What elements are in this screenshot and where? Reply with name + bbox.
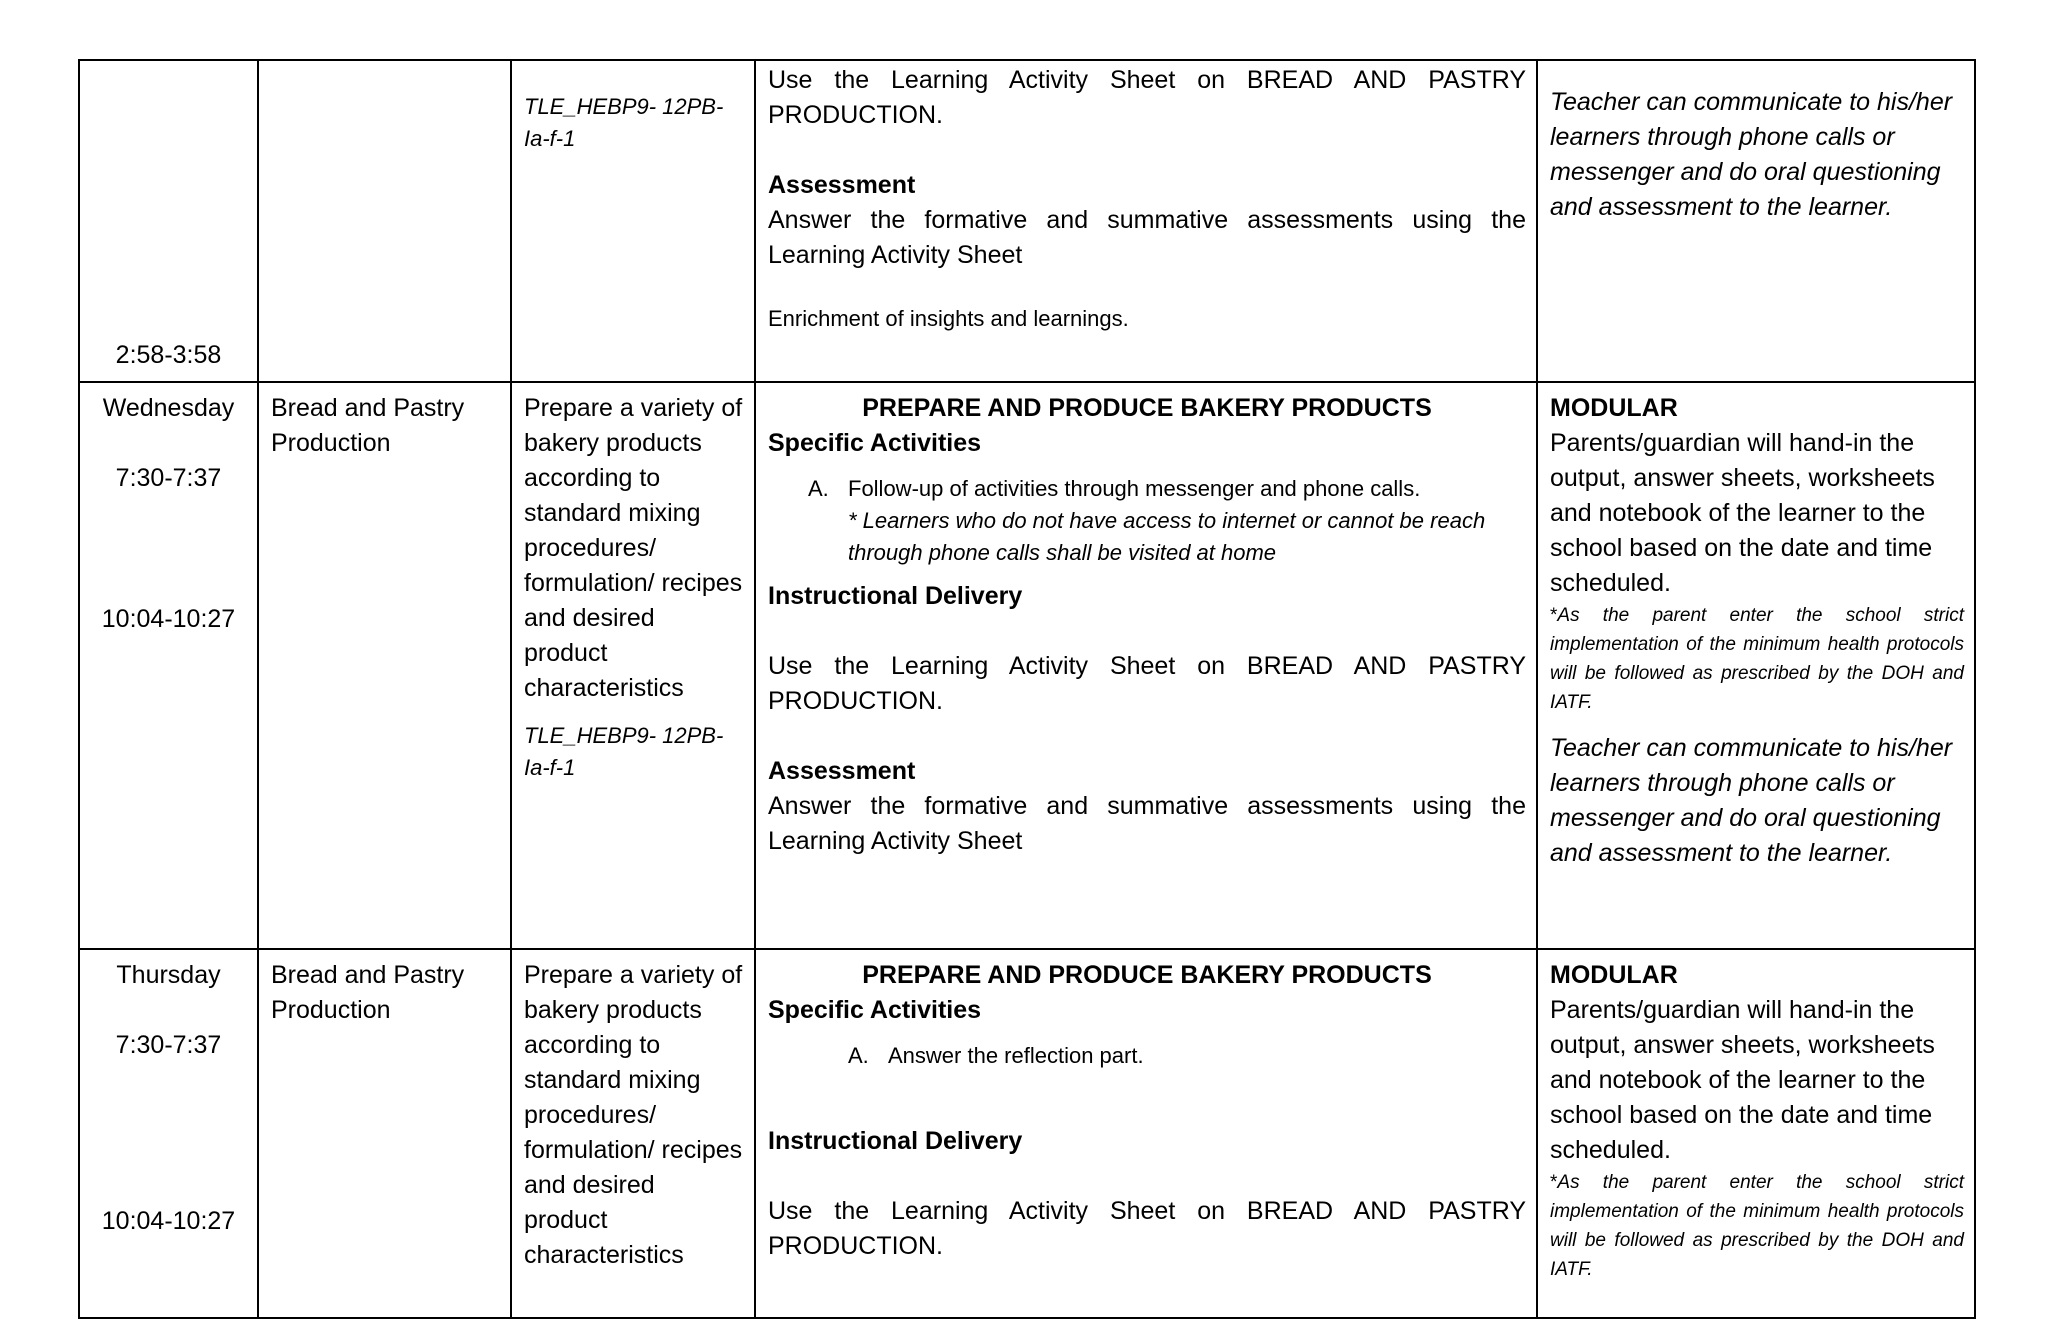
delivery-text: Use the Learning Activity Sheet on BREAD AND PASTRY PRODUCTION. bbox=[768, 652, 1526, 715]
assessment-text: Answer the formative and summative assessments using the Learning Activity Sheet bbox=[768, 792, 1526, 855]
list-item bbox=[808, 473, 1526, 505]
time-slot: 2:58-3:58 bbox=[115, 341, 222, 369]
day-label: Thursday bbox=[116, 961, 221, 989]
competency-code: TLE_HEBP9- 12PB-Ia-f-1 bbox=[524, 94, 724, 151]
day-time-cell bbox=[79, 949, 258, 1318]
note-star: * bbox=[1550, 605, 1558, 626]
task-cell bbox=[755, 949, 1537, 1318]
specific-activities-heading: Specific Activities bbox=[768, 996, 982, 1024]
table-row bbox=[79, 60, 1975, 382]
delivery-text: Use the Learning Activity Sheet on BREAD AND PASTRY PRODUCTION. bbox=[768, 1197, 1526, 1260]
time-slot: 10:04-10:27 bbox=[101, 1207, 236, 1235]
day-time-cell bbox=[79, 382, 258, 949]
list-label: A. bbox=[808, 476, 829, 501]
time-slot: 10:04-10:27 bbox=[101, 605, 236, 633]
mode-title: MODULAR bbox=[1550, 961, 1678, 989]
mode-note: As the parent enter the school strict implementation of the minimum health protocols will be followed as prescribed by the DOH and IATF. bbox=[1550, 1172, 1964, 1280]
instructional-delivery-heading: Instructional Delivery bbox=[768, 582, 1023, 610]
weekly-plan-table bbox=[78, 59, 1976, 1319]
table-row bbox=[79, 949, 1975, 1318]
list-item bbox=[848, 1040, 1526, 1072]
mode-text: Parents/guardian will hand-in the output, answer sheets, worksheets and notebook of the learner to the school based on the date and time scheduled. bbox=[1550, 996, 1935, 1164]
task-title: PREPARE AND PRODUCE BAKERY PRODUCTS bbox=[862, 394, 1432, 422]
day-time-cell bbox=[79, 60, 258, 382]
competency-text: Prepare a variety of bakery products according to standard mixing procedures/ formulation/ recipes and desired product characteristics bbox=[524, 394, 743, 702]
competency-cell bbox=[511, 382, 755, 949]
task-cell bbox=[755, 60, 1537, 382]
competency-cell bbox=[511, 949, 755, 1318]
task-title: PREPARE AND PRODUCE BAKERY PRODUCTS bbox=[862, 961, 1432, 989]
task-cell bbox=[755, 382, 1537, 949]
learning-area-cell bbox=[258, 382, 511, 949]
learning-area-cell bbox=[258, 60, 511, 382]
competency-code: TLE_HEBP9- 12PB-Ia-f-1 bbox=[524, 723, 724, 780]
mode-text: Parents/guardian will hand-in the output, answer sheets, worksheets and notebook of the learner to the school based on the date and time scheduled. bbox=[1550, 429, 1935, 597]
day-label: Wednesday bbox=[102, 394, 235, 422]
competency-text: Prepare a variety of bakery products according to standard mixing procedures/ formulation/ recipes and desired product characteristics bbox=[524, 961, 743, 1269]
mode-note-block bbox=[1550, 1168, 1964, 1284]
assessment-heading: Assessment bbox=[768, 171, 916, 199]
lesson-plan-sheet bbox=[78, 59, 1974, 1317]
list-label: A. bbox=[848, 1043, 869, 1068]
table-row bbox=[79, 382, 1975, 949]
activity-text: Follow-up of activities through messenger and phone calls. bbox=[848, 476, 1421, 501]
mode-cell bbox=[1537, 60, 1975, 382]
assessment-heading: Assessment bbox=[768, 757, 916, 785]
learning-area-cell bbox=[258, 949, 511, 1318]
mode-cell bbox=[1537, 382, 1975, 949]
time-slot: 7:30-7:37 bbox=[115, 1031, 222, 1059]
competency-cell bbox=[511, 60, 755, 382]
mode-note-block bbox=[1550, 601, 1964, 717]
enrichment-text: Enrichment of insights and learnings. bbox=[768, 306, 1129, 331]
learning-area: Bread and Pastry Production bbox=[271, 961, 465, 1024]
specific-activities-heading: Specific Activities bbox=[768, 429, 982, 457]
instructional-delivery-heading: Instructional Delivery bbox=[768, 1127, 1023, 1155]
mode-title: MODULAR bbox=[1550, 394, 1678, 422]
activity-note: * Learners who do not have access to internet or cannot be reach through phone calls shall be visited at home bbox=[848, 508, 1486, 565]
mode-note: As the parent enter the school strict implementation of the minimum health protocols will be followed as prescribed by the DOH and IATF. bbox=[1550, 605, 1964, 713]
learning-area: Bread and Pastry Production bbox=[271, 394, 465, 457]
time-slot: 7:30-7:37 bbox=[115, 464, 222, 492]
note-star: * bbox=[1550, 1172, 1558, 1193]
teacher-note: Teacher can communicate to his/her learners through phone calls or messenger and do oral questioning and assessment to the learner. bbox=[1550, 734, 1953, 867]
assessment-text: Answer the formative and summative assessments using the Learning Activity Sheet bbox=[768, 206, 1526, 269]
delivery-text: Use the Learning Activity Sheet on BREAD AND PASTRY PRODUCTION. bbox=[768, 66, 1526, 129]
teacher-note: Teacher can communicate to his/her learners through phone calls or messenger and do oral questioning and assessment to the learner. bbox=[1550, 88, 1953, 221]
mode-cell bbox=[1537, 949, 1975, 1318]
activity-text: Answer the reflection part. bbox=[888, 1043, 1144, 1068]
